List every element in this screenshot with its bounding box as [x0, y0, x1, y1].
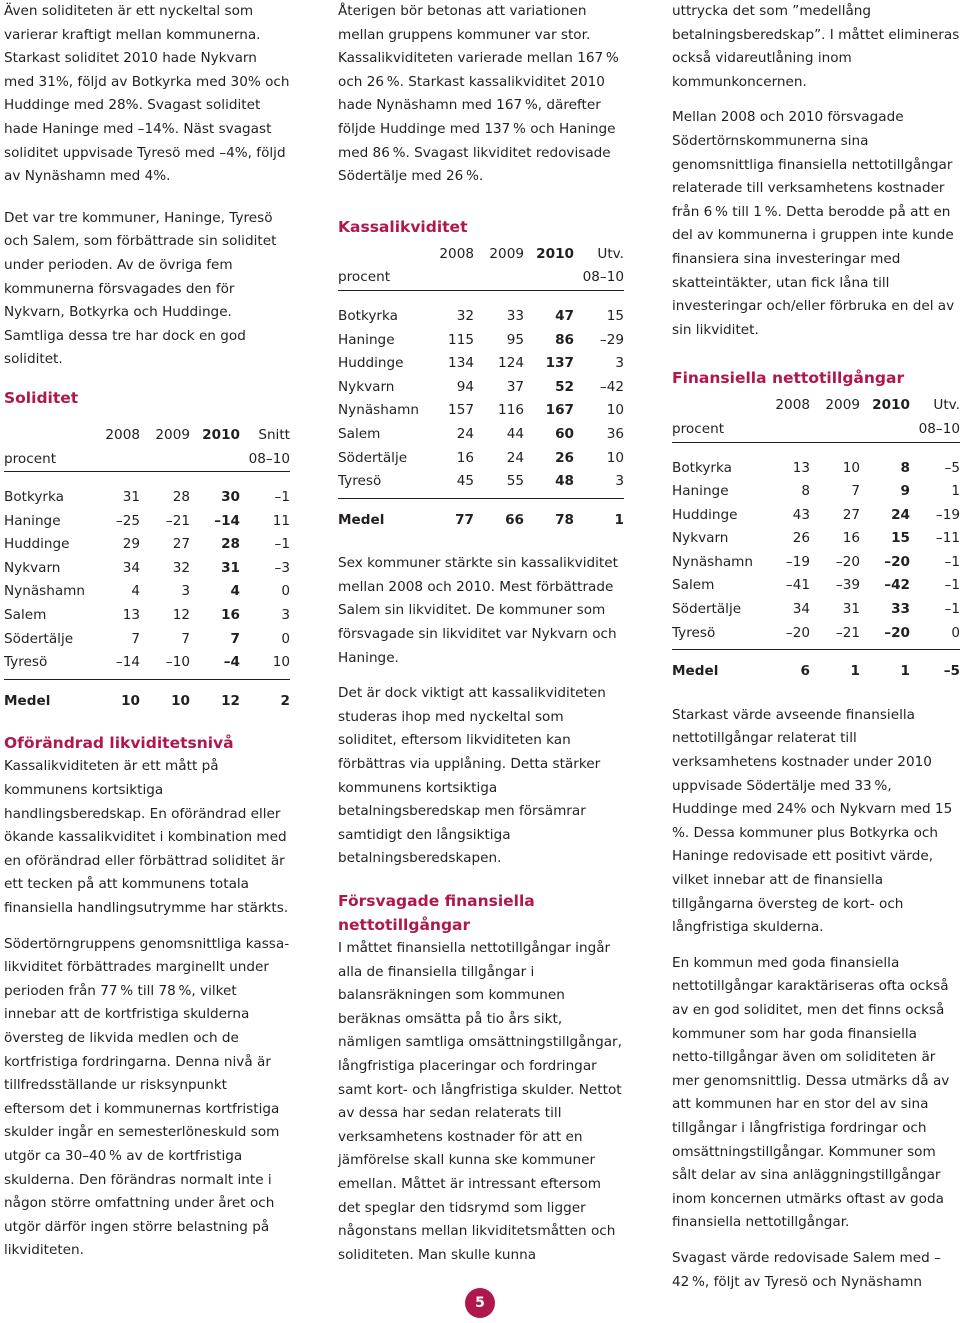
value-cell: 15 [606, 307, 624, 324]
municipality-name: Huddinge [4, 536, 70, 553]
column-header: 2010 [202, 426, 240, 443]
value-cell: –20 [835, 553, 860, 570]
column-3 [672, 0, 960, 1294]
value-cell: –10 [165, 654, 190, 671]
header-blank [810, 418, 860, 442]
value-cell: –21 [165, 512, 190, 529]
municipality-name: Haninge [672, 483, 729, 500]
municipality-name: Tyresö [338, 473, 382, 490]
value-cell: 44 [506, 425, 524, 442]
paragraph: Det är dock viktigt att kassalikviditeten studeras ihop med nyckeltal som soliditet, eftersom likviditeten kan förbättras via upplåning. Detta stärker kommunens kortsiktiga betalningsberedskap men försämrar samtidigt den långsiktiga betalningsberedskapen. [338, 685, 606, 867]
header-blank [140, 448, 190, 472]
value-cell: 10 [842, 459, 860, 476]
header-blank [474, 266, 524, 290]
municipality-name: Salem [672, 577, 715, 594]
paragraph: Södertörngruppens genomsnittliga kassa-likviditet förbättrades marginellt under perioden från 77 % till 78 %, vilket innebar att de kortfristiga skulderna översteg de likvida medlen och de kortfristiga fordringarna. Denna nivå är tillfredsställande ur risksynpunkt eftersom det i kommunernas kortfristiga skulder ingår en semesterlöneskuld som utgör ca 30–40 % av de kortfristiga skulderna. Den förändras normalt inte i någon större omfattning under året och utgör därför ingen större belastning på likviditeten. [4, 935, 290, 1259]
column-2 [338, 0, 624, 1267]
mean-label: Medel [672, 663, 719, 680]
period-label: 08–10 [582, 269, 624, 286]
table-row [338, 447, 624, 471]
table-row [4, 557, 290, 581]
column-1 [4, 0, 290, 1263]
paragraph: Mellan 2008 och 2010 försvagade Södertörnskommunerna sina genomsnittliga finansiella nettotillgångar relaterade till verksamhetens kostnader från 6 % till 1 %. Detta berodde på att en del av kommunerna i gruppen inte kunde finansiera sina investeringar med skatteintäkter, utan fick låna till investeringar och/eller förbruka en del av sin likviditet. [672, 109, 955, 338]
table-row [338, 329, 624, 353]
value-cell: 0 [281, 583, 290, 600]
municipality-name: Salem [338, 425, 381, 442]
period-label: 08–10 [918, 420, 960, 437]
column-header: 2009 [155, 426, 190, 443]
header-blank [672, 394, 760, 418]
value-cell: 116 [498, 402, 524, 419]
column-header: Snitt [258, 426, 290, 443]
value-cell: 7 [230, 630, 240, 647]
soliditet-table [4, 424, 290, 714]
value-cell: 167 [545, 402, 574, 419]
unit-label: procent [338, 269, 391, 286]
value-cell: –5 [944, 459, 960, 476]
value-cell: 115 [448, 331, 474, 348]
municipality-name: Tyresö [672, 624, 716, 641]
municipality-name: Huddinge [672, 506, 738, 523]
value-cell: 134 [448, 355, 474, 372]
value-cell: 2 [280, 692, 290, 709]
value-cell: 0 [951, 624, 960, 641]
value-cell: 13 [122, 607, 140, 624]
value-cell: 47 [555, 307, 574, 324]
table-heading-finansiella-nettotillgangar: Finansiella nettotillgångar [672, 369, 905, 388]
value-cell: 52 [555, 378, 574, 395]
paragraph: Starkast värde avseende finansiella nettotillgångar relaterat till verksamhetens kostnader under 2010 uppvisade Södertälje med 33 %, Huddinge med 24% och Nykvarn med 15 %. Dessa kommuner plus Botkyrka och Haninge redovisade ett positivt värde, vilket innebar att de finansiella tillgångarna översteg de kort- och långfristiga skulderna. [672, 706, 955, 936]
municipality-name: Södertälje [4, 630, 74, 647]
value-cell: 26 [555, 449, 574, 466]
value-cell: 3 [615, 473, 624, 490]
municipality-name: Nykvarn [338, 378, 395, 395]
paragraph: Svagast värde redovisade Salem med –42 %, följt av Tyresö och Nynäshamn [672, 1249, 941, 1290]
value-cell: 16 [456, 449, 474, 466]
section-heading: Oförändrad likviditetsnivå [4, 734, 234, 753]
table-row [672, 504, 960, 528]
value-cell: –20 [884, 553, 910, 570]
value-cell: 16 [842, 530, 860, 547]
paragraph: Även soliditeten är ett nyckeltal som varierar kraftigt mellan kommunerna. Starkast soliditet 2010 hade Nykvarn med 31%, följd av Botkyrka med 30% och Huddinge med 28%. Svagast soliditet hade Haninge med –14%. Näst svagast soliditet uppvisade Tyresö med –4%, följd av Nynäshamn med 4%. [4, 3, 290, 185]
value-cell: 8 [801, 483, 810, 500]
value-cell: –11 [935, 530, 960, 547]
municipality-name: Nykvarn [672, 530, 729, 547]
table-row [338, 305, 624, 329]
value-cell: 45 [456, 473, 474, 490]
value-cell: 10 [171, 692, 190, 709]
value-cell: 137 [545, 355, 574, 372]
value-cell: 124 [498, 355, 524, 372]
value-cell: 157 [448, 402, 474, 419]
value-cell: 31 [122, 489, 140, 506]
value-cell: –19 [785, 553, 810, 570]
value-cell: 33 [506, 307, 524, 324]
column-header: Utv. [933, 397, 960, 414]
value-cell: –25 [115, 512, 140, 529]
value-cell: 95 [506, 331, 524, 348]
value-cell: 3 [181, 583, 190, 600]
value-cell: 16 [221, 607, 240, 624]
table-row [338, 470, 624, 494]
municipality-name: Nykvarn [4, 559, 61, 576]
value-cell: –4 [223, 654, 240, 671]
table-row [338, 352, 624, 376]
table-row [338, 399, 624, 423]
value-cell: 55 [506, 473, 524, 490]
column-header: Utv. [597, 245, 624, 262]
value-cell: 43 [792, 506, 810, 523]
value-cell: 8 [900, 459, 910, 476]
spacer [4, 472, 290, 487]
value-cell: 15 [891, 530, 910, 547]
municipality-name: Haninge [4, 512, 61, 529]
value-cell: 94 [456, 378, 474, 395]
value-cell: –39 [835, 577, 860, 594]
value-cell: 31 [842, 601, 860, 618]
table-heading-soliditet: Soliditet [4, 388, 79, 407]
municipality-name: Tyresö [4, 654, 48, 671]
table-row [338, 376, 624, 400]
value-cell: 24 [891, 506, 910, 523]
spacer [338, 290, 624, 305]
municipality-name: Södertälje [338, 449, 408, 466]
column-header: 2008 [775, 397, 810, 414]
page-number: 5 [465, 1288, 495, 1318]
value-cell: 66 [505, 511, 524, 528]
spacer [4, 679, 290, 690]
value-cell: 31 [221, 559, 240, 576]
table-row [672, 574, 960, 598]
spacer [672, 442, 960, 457]
value-cell: 37 [506, 378, 524, 395]
column-header: 2009 [825, 397, 860, 414]
table-row [672, 457, 960, 481]
table-row [4, 580, 290, 604]
value-cell: 30 [221, 489, 240, 506]
value-cell: –1 [944, 577, 960, 594]
table-row [4, 604, 290, 628]
municipality-name: Nynäshamn [672, 553, 754, 570]
table-row [4, 486, 290, 510]
value-cell: 0 [281, 630, 290, 647]
column-header: 2010 [536, 245, 574, 262]
value-cell: 7 [851, 483, 860, 500]
value-cell: 32 [456, 307, 474, 324]
paragraph: Det var tre kommuner, Haninge, Tyresö och Salem, som förbättrade sin soliditet under perioden. Av de övriga fem kommunerna försvagades den för Nykvarn, Botkyrka och Huddinge. Samtliga dessa tre har dock en god soliditet. [4, 209, 277, 368]
value-cell: 7 [131, 630, 140, 647]
value-cell: 86 [555, 331, 574, 348]
period-label: 08–10 [248, 450, 290, 467]
column-header: 2008 [439, 245, 474, 262]
value-cell: –1 [274, 489, 290, 506]
value-cell: 27 [842, 506, 860, 523]
value-cell: 1 [900, 663, 910, 680]
value-cell: –1 [274, 536, 290, 553]
value-cell: 78 [555, 511, 574, 528]
table-row [4, 651, 290, 675]
value-cell: 12 [172, 607, 190, 624]
value-cell: –5 [943, 663, 960, 680]
municipality-name: Botkyrka [4, 489, 64, 506]
table-row [338, 423, 624, 447]
column-header: 2009 [489, 245, 524, 262]
mean-row [338, 509, 624, 533]
value-cell: –41 [785, 577, 810, 594]
table-row [4, 510, 290, 534]
municipality-name: Södertälje [672, 601, 742, 618]
header-blank [90, 448, 140, 472]
value-cell: –14 [214, 512, 240, 529]
mean-label: Medel [4, 692, 51, 709]
table-row [4, 533, 290, 557]
value-cell: –29 [599, 331, 624, 348]
municipality-name: Haninge [338, 331, 395, 348]
value-cell: 3 [281, 607, 290, 624]
table-row [672, 551, 960, 575]
mean-label: Medel [338, 511, 385, 528]
header-blank [4, 424, 90, 448]
paragraph: Sex kommuner stärkte sin kassalikviditet mellan 2008 och 2010. Mest förbättrade Salem sin likviditet. De kommuner som försvagade sin likviditet var Nykvarn och Haninge. [338, 555, 618, 666]
value-cell: 24 [506, 449, 524, 466]
value-cell: 10 [606, 449, 624, 466]
table-row [672, 527, 960, 551]
value-cell: 29 [122, 536, 140, 553]
value-cell: 26 [792, 530, 810, 547]
value-cell: 4 [230, 583, 240, 600]
value-cell: 34 [792, 601, 810, 618]
column-header: 2010 [872, 397, 910, 414]
table-row [672, 598, 960, 622]
value-cell: 13 [792, 459, 810, 476]
value-cell: –1 [944, 553, 960, 570]
municipality-name: Huddinge [338, 355, 404, 372]
table-row [672, 622, 960, 646]
table-heading-kassalikviditet: Kassalikviditet [338, 217, 468, 236]
unit-label: procent [672, 420, 725, 437]
value-cell: 9 [900, 483, 910, 500]
value-cell: 33 [891, 601, 910, 618]
value-cell: 12 [221, 692, 240, 709]
value-cell: 6 [800, 663, 810, 680]
finansiella-nettotillgangar-table [672, 394, 960, 684]
mean-row [672, 660, 960, 684]
value-cell: 36 [606, 425, 624, 442]
spacer [338, 498, 624, 509]
paragraph: Kassalikviditeten är ett mått på kommunens kortsiktiga handlingsberedskap. En oförändrad eller ökande kassalikviditet i kombination med en oförändrad eller förbättrad soliditet är ett tecken på att kommunens totala finansiella handlingsutrymme har stärkts. [4, 758, 289, 916]
value-cell: 77 [455, 511, 474, 528]
spacer [672, 650, 960, 661]
value-cell: 34 [122, 559, 140, 576]
value-cell: 27 [172, 536, 190, 553]
value-cell: –42 [599, 378, 624, 395]
value-cell: –20 [884, 624, 910, 641]
paragraph: I måttet finansiella nettotillgångar ingår alla de finansiella tillgångar i balansräkningen som kommunen beräknas omsätta på tio års sikt, nämligen samtliga omsättningstillgångar, långfristiga placeringar och fordringar samt kort- och långfristiga skulder. Nettot av dessa har sedan relaterats till verksamhetens kostnader för att en jämförelse skall kunna ske kommuner emellan. Måttet är intressant eftersom det speglar den tidsrymd som ligger någonstans mellan likviditetsmåtten och soliditeten. Man skulle kunna [338, 940, 622, 1263]
value-cell: 10 [272, 654, 290, 671]
municipality-name: Botkyrka [672, 459, 732, 476]
value-cell: 1 [951, 483, 960, 500]
unit-label: procent [4, 450, 57, 467]
section-heading: Försvagade finansiella nettotillgångar [338, 892, 535, 934]
value-cell: –3 [274, 559, 290, 576]
municipality-name: Nynäshamn [4, 583, 86, 600]
value-cell: –19 [935, 506, 960, 523]
value-cell: 28 [172, 489, 190, 506]
municipality-name: Botkyrka [338, 307, 398, 324]
value-cell: 1 [614, 511, 624, 528]
value-cell: –21 [835, 624, 860, 641]
value-cell: 60 [555, 425, 574, 442]
paragraph: uttrycka det som ”medellång betalningsberedskap”. I måttet elimineras också vidareutlåning inom kommunkoncernen. [672, 3, 960, 90]
table-row [672, 480, 960, 504]
value-cell: 3 [615, 355, 624, 372]
value-cell: –42 [884, 577, 910, 594]
value-cell: –14 [115, 654, 140, 671]
value-cell: –20 [785, 624, 810, 641]
value-cell: 32 [172, 559, 190, 576]
municipality-name: Salem [4, 607, 47, 624]
paragraph: En kommun med goda finansiella nettotillgångar karaktäriseras ofta också av en god soliditet, men det finns också kommuner som har goda finansiella netto-tillgångar även om soliditeten är mer genomsnittlig. Dessa utmärks då av att kommunen har en stor del av sina tillgångar i långfristiga fordringar och omsättningstillgångar. Kommuner som sålt delar av sina anläggningstillgångar inom koncernen utmärks oftast av goda finansiella nettotillgångar. [672, 954, 950, 1231]
column-header: 2008 [105, 426, 140, 443]
value-cell: 4 [131, 583, 140, 600]
paragraph: Återigen bör betonas att variationen mellan gruppens kommuner var stor. Kassalikviditeten varierade mellan 167 % och 26 %. Starkast kassalikviditet 2010 hade Nynäshamn med 167 %, därefter följde Huddinge med 137 % och Haninge med 86 %. Svagast likviditet redovisade Södertälje med 26 %. [338, 3, 619, 185]
value-cell: 7 [181, 630, 190, 647]
table-row [4, 628, 290, 652]
value-cell: 1 [850, 663, 860, 680]
mean-row [4, 690, 290, 714]
header-blank [338, 243, 424, 267]
value-cell: 28 [221, 536, 240, 553]
value-cell: 24 [456, 425, 474, 442]
value-cell: 10 [606, 402, 624, 419]
value-cell: 48 [555, 473, 574, 490]
kassalikviditet-table [338, 243, 624, 533]
header-blank [424, 266, 474, 290]
value-cell: –1 [944, 601, 960, 618]
header-blank [760, 418, 810, 442]
value-cell: 11 [272, 512, 290, 529]
municipality-name: Nynäshamn [338, 402, 420, 419]
value-cell: 10 [121, 692, 140, 709]
